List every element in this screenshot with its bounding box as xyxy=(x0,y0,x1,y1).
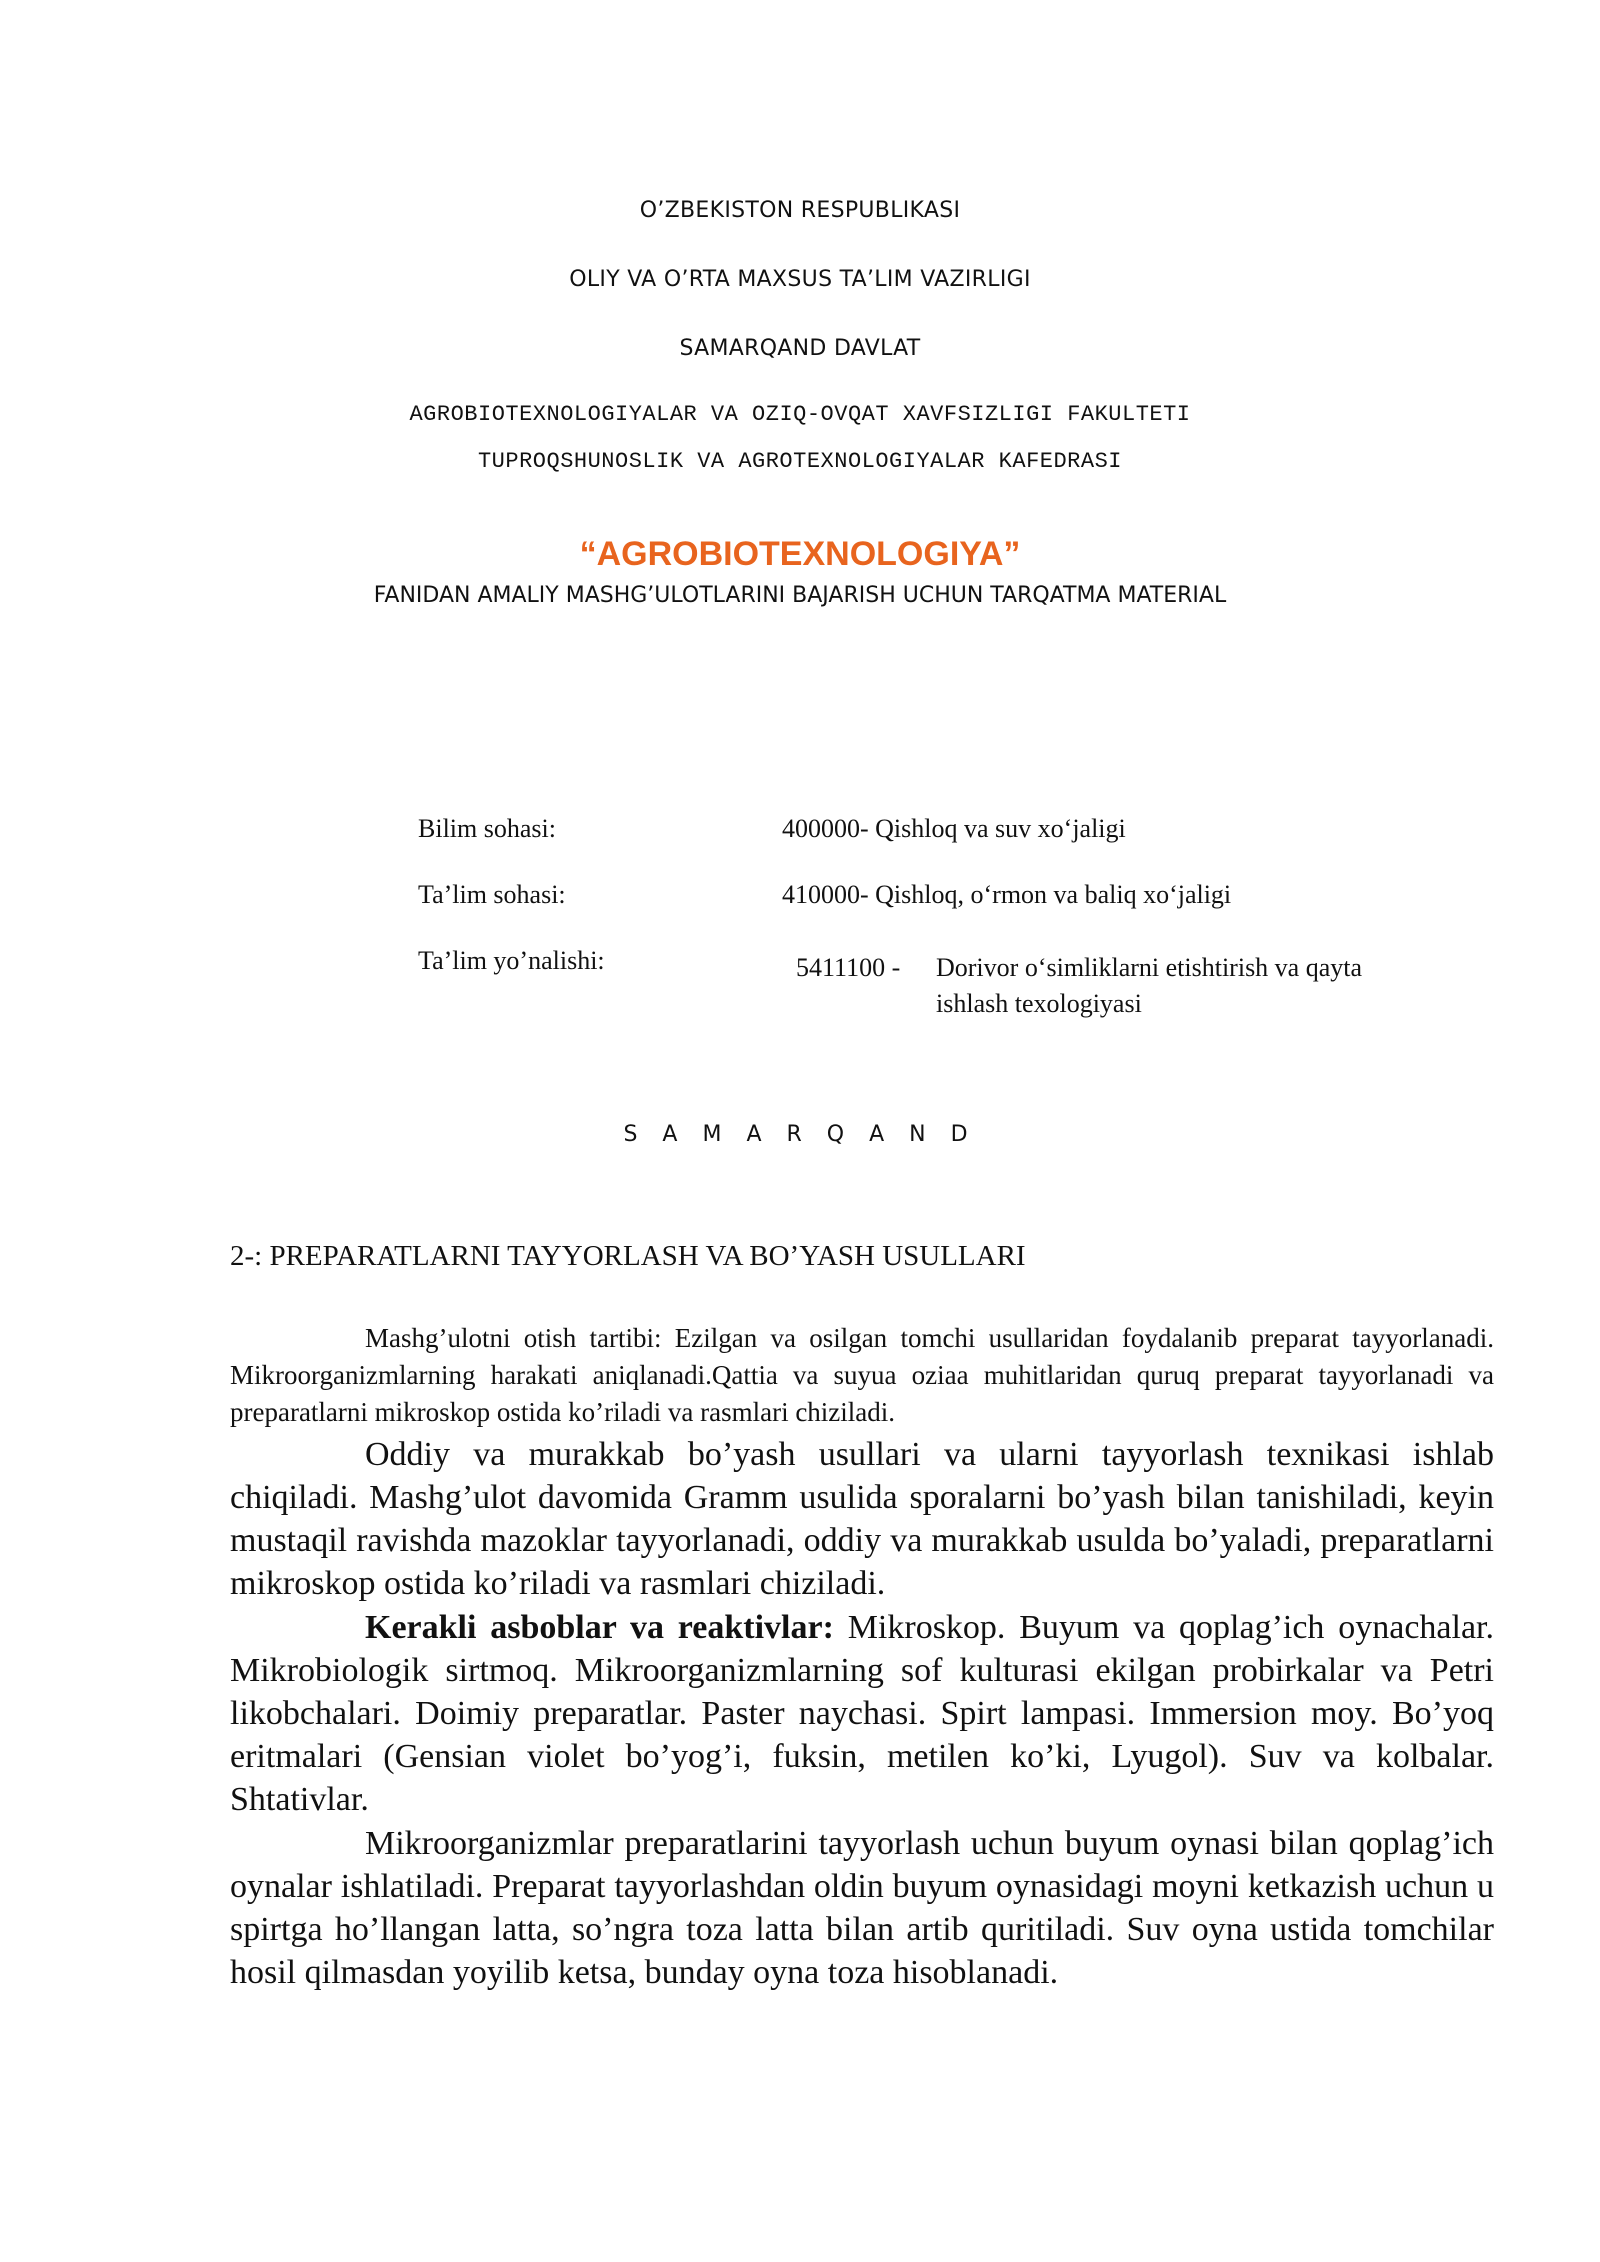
education-field-value: 410000- Qishloq, o‘rmon va baliq xo‘jaligi xyxy=(782,880,1232,909)
university-heading: SAMARQAND DAVLAT xyxy=(679,336,921,361)
paragraph-procedure: Mashg’ulotni otish tartibi: Ezilgan va osilgan tomchi usullaridan foydalanib preparat tayyorlanadi. Mikroorganizmlarning harakati aniqlanadi.Qattia va suyua oziaa muhitlaridan quruq preparat tayyorlanadi va preparatlarni mikroskop ostida ko’riladi va rasmlari chiziladi. xyxy=(230,1323,1494,1427)
paragraph-slide-preparation: Mikroorganizmlar preparatlarini tayyorlash uchun buyum oynasi bilan qoplag’ich oynalar ishlatiladi. Preparat tayyorlashdan oldin buyum oynasidagi moyni ketkazish uchun u spirtga ho’llangan latta, so’ngra toza latta bilan artib quritiladi. Suv oyna ustida tomchilar hosil qilmasdan yoyilib ketsa, bunday oyna toza hisoblanadi. xyxy=(230,1825,1494,1991)
department-heading: TUPROQSHUNOSLIK VA AGROTEXNOLOGIYALAR KAFEDRASI xyxy=(477,449,1122,474)
education-direction-label: Ta’lim yo’nalishi: xyxy=(418,946,605,975)
section-heading: 2-: PREPARATLARNI TAYYORLASH VA BO’YASH USULLARI xyxy=(230,1240,1026,1272)
field-of-knowledge-label: Bilim sohasi: xyxy=(418,814,556,843)
equipment-list: Mikroskop. Buyum va qoplag’ich oynachalar. Mikrobiologik sirtmoq. Mikroorganizmlarning sof kulturasi ekilgan probirkalar va Petri likobchalari. Doimiy preparatlar. Paster naychasi. Spirt lampasi. Immersion moy. Bo’yoq eritmalari (Gensian violet bo’yog’i, fuksin, metilen ko’ki, Lyugol). Suv va kolbalar. Shtativlar. xyxy=(230,1609,1494,1818)
education-field-label: Ta’lim sohasi: xyxy=(418,880,566,909)
ministry-heading: OLIY VA O’RTA MAXSUS TA’LIM VAZIRLIGI xyxy=(569,267,1031,292)
document-subtitle: FANIDAN AMALIY MASHG’ULOTLARINI BAJARISH UCHUN TARQATMA MATERIAL xyxy=(373,583,1227,608)
education-direction-code: 5411100 - xyxy=(796,953,901,982)
city-name: S A M A R Q A N D xyxy=(623,1122,977,1147)
equipment-heading: Kerakli asboblar va reaktivlar: xyxy=(365,1609,834,1646)
document-title: “AGROBIOTEXNOLOGIYA” xyxy=(579,535,1021,573)
paragraph-equipment xyxy=(230,1606,1494,1821)
republic-heading: O’ZBEKISTON RESPUBLIKASI xyxy=(639,198,961,223)
education-direction-name: Dorivor o‘simliklarni etishtirish va qayta ishlash texologiyasi xyxy=(936,953,1363,1018)
faculty-heading: AGROBIOTEXNOLOGIYALAR VA OZIQ-OVQAT XAVFSIZLIGI FAKULTETI xyxy=(409,402,1191,427)
field-of-knowledge-value: 400000- Qishloq va suv xo‘jaligi xyxy=(782,814,1126,843)
paragraph-staining-methods: Oddiy va murakkab bo’yash usullari va ularni tayyorlash texnikasi ishlab chiqiladi. Mashg’ulot davomida Gramm usulida sporalarni bo’yash bilan tanishiladi, keyin mustaqil ravishda mazoklar tayyorlanadi, oddiy va murakkab usulda bo’yaladi, preparatlarni mikroskop ostida ko’riladi va rasmlari chiziladi. xyxy=(230,1436,1494,1602)
